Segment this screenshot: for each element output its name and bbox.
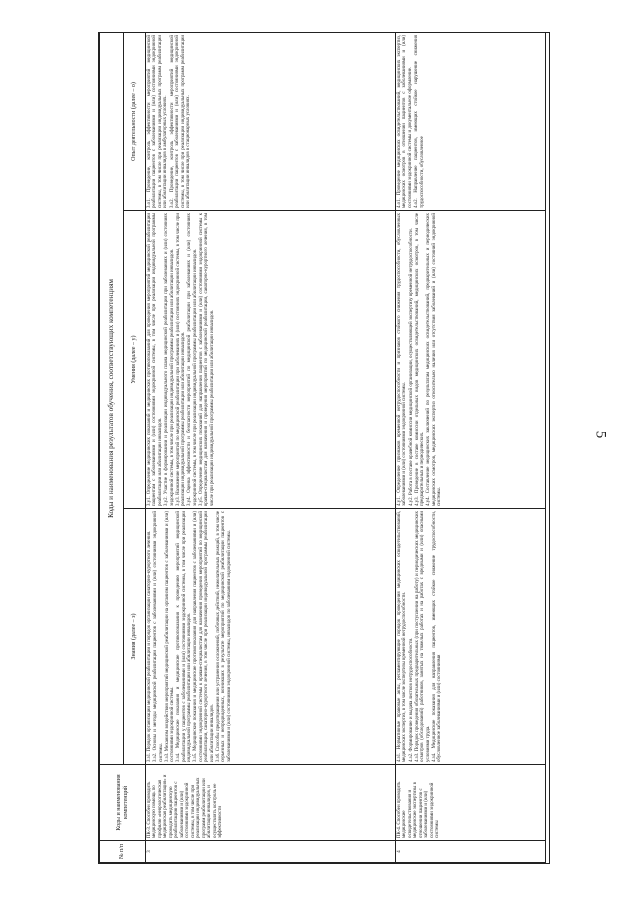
experience-item: 4.о1. Проведение медицинских освидетельствований, медицинских экспертиз, медицинских осмотров в отношении пациентов с заболеваниями и (или) состояниями эндокринной системы и документальное оформление. [397, 34, 413, 208]
knowledge-item: 3.з6. Способы предотвращения или устранения осложнений, побочных действий, нежелательных реакций, в том числе серьезных и непредвиденных, возникших в результате мероприятий по медицинской реабилитации пациентов с заболеваниями и (или) состояниями эндокринной системы, инвалидов по заболеваниям эндокринной системы. [215, 511, 232, 762]
table-row [396, 32, 546, 862]
experience-item: 3.о1. Проведение, контроль эффективности мероприятий медицинской реабилитации пациентов с заболеваниями и (или) состояниями эндокринной системы, в том числе при реализации индивидуальных программ реабилитации или абилитации инвалидов в амбулаторных условиях. [147, 34, 169, 208]
knowledge-cell [396, 509, 546, 765]
knowledge-item: 4.з2. Формирование и выдача листков нетрудоспособности. [408, 637, 414, 762]
skills-item: 4.у1. Определение признаков временной нетрудоспособности и признаков стойкого снижения трудоспособности, обусловленных заболеваниями и (или) состояниями эндокринной системы. [397, 213, 408, 506]
skills-cell [396, 211, 546, 509]
knowledge-item: 3.з3. Механизм воздействия мероприятий медицинской реабилитации на организм пациентов с заболеваниями и (или) состояниями эндокринной системы. [164, 511, 176, 762]
page-number: 5 [592, 430, 609, 439]
knowledge-item: 3.з4. Медицинские показания и медицинские противопоказания к проведению мероприятий медицинской реабилитации у пациентов с заболеваниями и (или) состояниями эндокринной системы, в том числе при реализации индивидуальной программы реабилитации или абилитации инвалидов. [176, 511, 193, 762]
experience-item: 4.о2. Направление пациентов, имеющих стойкое нарушение снижения трудоспособности, обусловленное [414, 34, 425, 208]
skills-item: 3.у4. Оценка эффективности и безопасности мероприятий по медицинской реабилитации при заболеваниях и (или) состояниях эндокринной системы, в том числе при реализации индивидуальной программы реабилитации или абилитации инвалидов. [187, 213, 198, 506]
header-codes: Коды и наименования компетенций [100, 765, 146, 841]
rotated-table-container [99, 33, 549, 863]
skills-item: 3.у3. Назначение мероприятий по медицинской реабилитации при заболеваниях и (или) состояниях эндокринной системы, в том числе при реализации индивидуальной программы реабилитации или абилитации инвалидов. [175, 213, 187, 506]
table-row [146, 32, 396, 862]
skills-cell [146, 211, 396, 509]
header-skills: Умения (далее – у) [124, 211, 146, 509]
competency-cell: ПК-4. Способен проводить медицинские освидетельствования и медицинские экспертизы в отношении пациентов с заболеваниями и (или) состояниями эндокринной системы [396, 765, 546, 841]
competency-table [99, 32, 546, 863]
skills-item: 3.у1. Определение медицинских показаний и медицинских противопоказаний для проведения мероприятий медицинской реабилитации пациентам с заболеваниями и (или) состояниями эндокринной системы, в том числе при реализации индивидуальной программы реабилитации или абилитации инвалидов. [147, 213, 163, 506]
competency-cell: ПК-3. Способен проводить медицинскую помощь по профилю «неврологическая медицинская реабилитация» и проводить медицинскую реабилитацию пациентов с заболеваниями и (или) состояниями эндокринной системы, в том числе при реализации индивидуальных программ реабилитации или абилитации инвалидов, и осуществлять контроль ее эффективности [146, 765, 396, 841]
skills-item: 4.у2. Работа в составе врачебной комиссии медицинской организации, осуществляющей экспертизу временной нетрудоспособности. [408, 228, 414, 506]
header-results-group: Коды и наименования результатов обучения, соответствующих компетенциям [100, 32, 124, 764]
knowledge-item: 4.з1. Нормативные правовые акты, регламентирующие порядок проведения медицинских освидетельствований, медицинских экспертиз, в том числе экспертизы временной нетрудоспособности. [397, 511, 408, 762]
knowledge-item: 3.з1. Порядок организации медицинской реабилитации и порядок организации санаторно-курортного лечения. [147, 530, 152, 762]
experience-item: 3.о2. Проведение, контроль эффективности мероприятий медицинской реабилитации пациентов с заболеваниями и (или) состояниями эндокринной системы, в том числе при реализации индивидуальных программ реабилитации или абилитации инвалидов в стационарных условиях. [169, 34, 191, 208]
header-experience: Опыт деятельности (далее – о) [124, 32, 146, 210]
knowledge-item: 4.з4. Медицинские показания для направления пациентов, имеющих стойкое снижение трудоспособности, обусловленное заболеваниями и (или) состояниями [431, 511, 443, 762]
document-frame [98, 32, 550, 864]
header-knowledge: Знания (далее – з) [124, 509, 146, 765]
experience-cell [146, 32, 396, 210]
experience-cell [396, 32, 546, 210]
skills-item: 3.у5. Определение медицинских показаний для направления пациентов с заболеваниями и (или) состояниями эндокринной системы к врачам-специалистам для назначения и проведения мероприятий по медицинской реабилитации, санаторно-курортного лечения, в том числе при реализации индивидуальной программы реабилитации или абилитации инвалидов. [198, 213, 215, 506]
skills-item: 3.у2. Участие в формировании и реализации индивидуального плана медицинской реабилитации при заболеваниях и (или) состояниях эндокринной системы, в том числе при реализации индивидуальной программы реабилитации или абилитации инвалидов. [164, 213, 175, 506]
row-number: 3 [146, 841, 396, 863]
knowledge-item: 3.з5. Медицинские показания и медицинские противопоказания для направления пациентов с заболеваниями и (или) состояниями эндокринной системы к врачам-специалистам для назначения проведения мероприятий по медицинской реабилитации, санаторно-курортного лечения, в том числе при реализации индивидуальной программы реабилитации или абилитации инвалидов. [193, 511, 215, 762]
skills-item: 4.у3. Проведение в составе комиссии отдельных видов медицинских освидетельствований, медицинских осмотров, в том числе предварительных и периодических. [414, 213, 426, 506]
knowledge-item: 4.з3. Порядок проведения обязательных предварительных (при поступлении на работу) и периодических медицинских осмотров (обследований) работников, занятых на тяжелых работах и на работах с вредными и (или) опасными условиями труда. [414, 511, 431, 762]
knowledge-item: 3.з2. Основы и методы медицинской реабилитации пациентов с заболеваниями и (или) состояниями эндокринной системы. [153, 511, 164, 762]
row-number: 4 [396, 841, 546, 863]
knowledge-cell [146, 509, 396, 765]
header-number: № п/п [100, 841, 146, 863]
table-body [146, 32, 546, 862]
skills-item: 4.у4. Составление медицинских заключений по результатам медицинских освидетельствований, предварительных и периодических медицинских осмотров, медицинских экспертиз относительно наличия или отсутствия заболеваний и (или) состояний эндокринной системы. [426, 213, 443, 506]
